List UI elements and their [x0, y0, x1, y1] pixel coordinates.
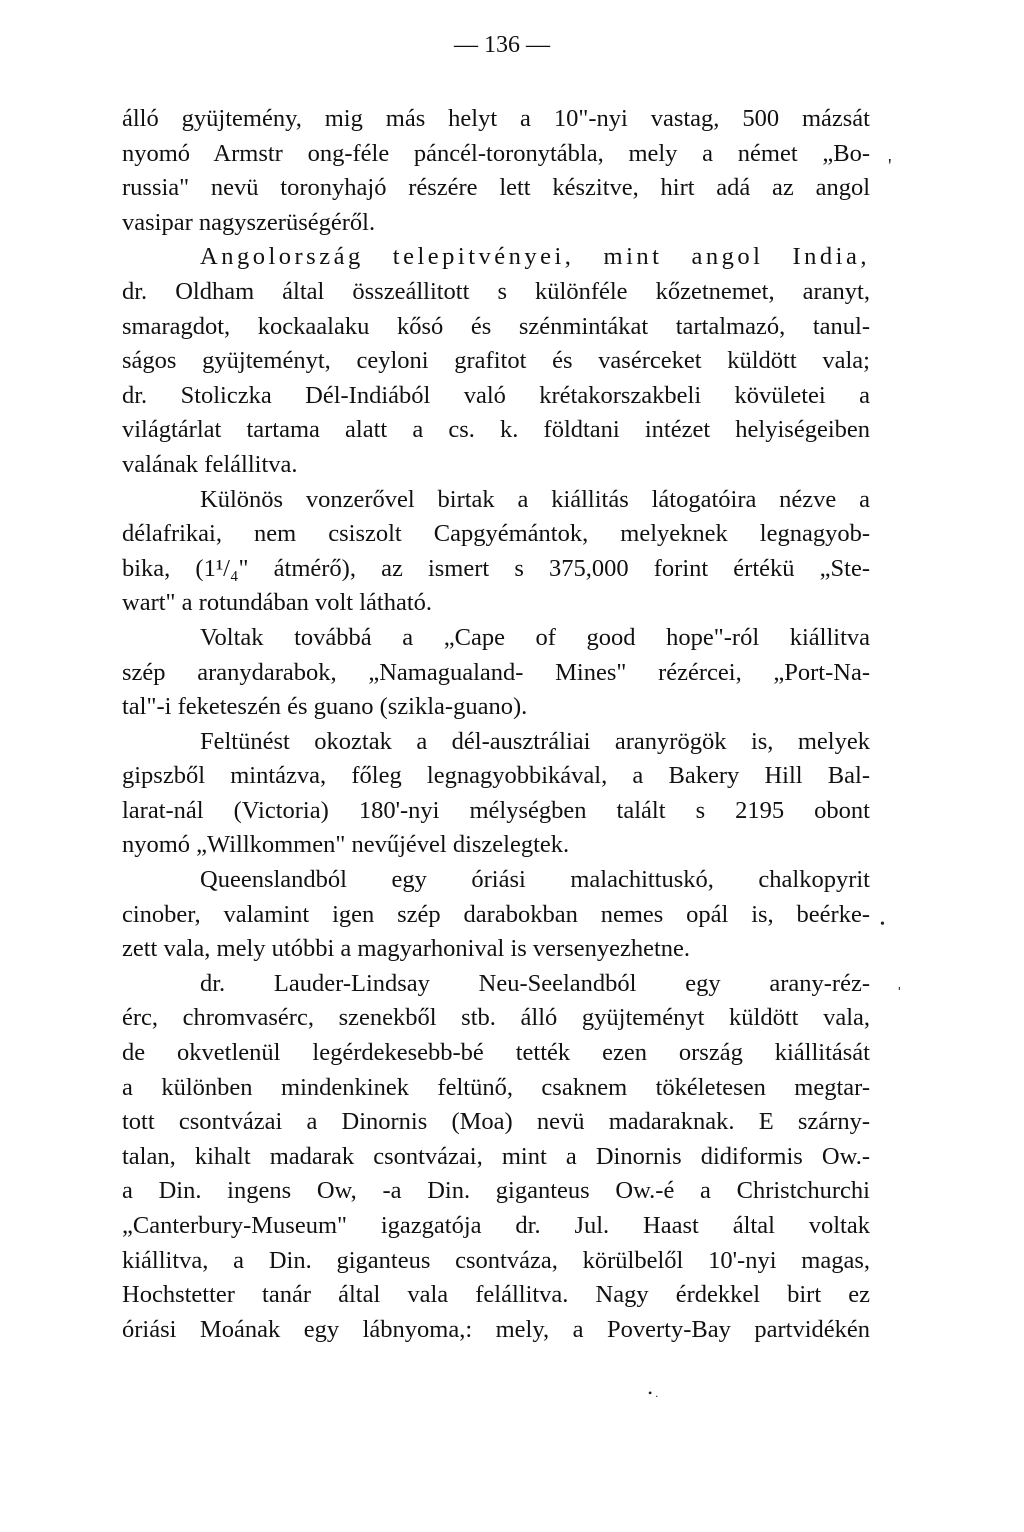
- text-line: dr. Oldham által összeállitott s különféle kőzetnemet, aranyt,: [122, 277, 870, 305]
- text-line: világtárlat tartama alatt a cs. k. földtani intézet helyiségeiben: [122, 416, 870, 444]
- text-line: nyomó „Willkommen" nevűjével diszelegtek.: [122, 831, 570, 859]
- text-line: nyomó Armstr ong-féle páncél-toronytábla, mely a német „Bo-: [122, 139, 870, 167]
- stray-dot-mark: •: [880, 917, 885, 932]
- paragraph-5: [122, 725, 870, 863]
- page-number-header: — 136 —: [454, 32, 550, 58]
- text-line: álló gyüjtemény, mig más helyt a 10"-nyi vastag, 500 mázsát: [122, 105, 870, 132]
- text-line: dr. Lauder-Lindsay Neu-Seelandból egy arany-réz-: [200, 969, 870, 997]
- text-line: gipszből mintázva, főleg legnagyobbikával, a Bakery Hill Bal-: [122, 762, 870, 790]
- stray-dash-mark: ˈ: [896, 984, 903, 1006]
- text-line: smaragdot, kockaalaku kősó és szénmintákat tartalmazó, tanul-: [122, 312, 870, 340]
- text-line: de okvetlenül legérdekesebb-bé tették ezen ország kiállitását: [122, 1039, 870, 1067]
- paragraph-6: [122, 863, 870, 967]
- text-line: russia" nevü toronyhajó részére lett készitve, hirt adá az angol: [122, 174, 870, 202]
- text-line: talan, kihalt madarak csontvázai, mint a Dinornis didiformis Ow.-: [122, 1142, 870, 1170]
- text-line: szép aranydarabok, „Namagualand- Mines" rézércei, „Port-Na-: [122, 658, 870, 686]
- text-line: larat-nál (Victoria) 180'-nyi mélységben talált s 2195 obont: [122, 796, 870, 824]
- text-line: kiállitva, a Din. giganteus csontváza, körülbelől 10'-nyi magas,: [122, 1246, 870, 1274]
- text-line: tott csontvázai a Dinornis (Moa) nevü madaraknak. E szárny-: [122, 1108, 870, 1136]
- paragraph-7: [122, 967, 870, 1348]
- text-line: délafrikai, nem csiszolt Capgyémántok, melyeknek legnagyob-: [122, 520, 870, 548]
- text-line: dr. Stoliczka Dél-Indiából való krétakorszakbeli kövületei a: [122, 381, 870, 409]
- paragraph-3: [122, 483, 870, 621]
- text-line: Queenslandból egy óriási malachittuskó, chalkopyrit: [200, 866, 870, 894]
- text-line: Voltak továbbá a „Cape of good hope"-ról kiállitva: [200, 623, 870, 651]
- text-line: óriási Moának egy lábnyoma,: mely, a Poverty-Bay partvidékén: [122, 1315, 870, 1343]
- text-line: Feltünést okoztak a dél-ausztráliai aranyrögök is, melyek: [200, 727, 870, 755]
- paragraph-1: [122, 102, 870, 240]
- text-line: tal"-i feketeszén és guano (szikla-guano).: [122, 693, 528, 721]
- text-line: érc, chromvasérc, szenekből stb. álló gyüjteményt küldött vala,: [122, 1004, 870, 1032]
- text-line: ságos gyüjteményt, ceyloni grafitot és vasérceket küldött vala;: [122, 347, 870, 375]
- text-line: zett vala, mely utóbbi a magyarhonival is versenyezhetne.: [122, 935, 691, 963]
- text-line: Angolország telepitvényei, mint angol India,: [200, 243, 870, 271]
- paragraph-4: [122, 621, 870, 725]
- stray-bottom-dots: • .: [648, 1386, 659, 1400]
- text-line: a különben mindenkinek feltünő, csaknem tökéletesen megtar-: [122, 1073, 870, 1101]
- text-line: vasipar nagyszerüségéről.: [122, 208, 376, 236]
- text-line: „Canterbury-Museum" igazgatója dr. Jul. Haast által voltak: [122, 1212, 870, 1239]
- paragraph-2: [122, 240, 870, 482]
- text-line: Hochstetter tanár által vala felállitva. Nagy érdekkel birt ez: [122, 1281, 870, 1309]
- text-line: cinober, valamint igen szép darabokban nemes opál is, beérke-: [122, 900, 870, 928]
- stray-quote-mark: ': [888, 155, 892, 177]
- text-line: a Din. ingens Ow, -a Din. giganteus Ow.-é a Christchurchi: [122, 1177, 870, 1205]
- text-line: wart" a rotundában volt látható.: [122, 589, 433, 617]
- text-line: valának felállitva.: [122, 450, 298, 478]
- document-page: [122, 28, 870, 1347]
- text-line: Különös vonzerővel birtak a kiállitás látogatóira nézve a: [200, 485, 870, 513]
- text-line: bika, (1¹/₄" átmérő), az ismert s 375,000 forint értékü „Ste-: [122, 554, 870, 582]
